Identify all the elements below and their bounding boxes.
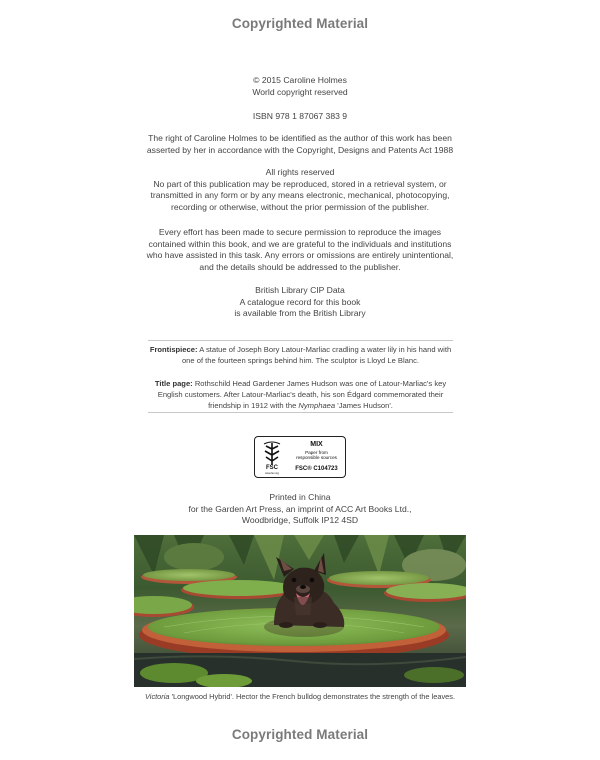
fsc-paper-line: Paper from bbox=[305, 450, 328, 455]
moral-rights-block bbox=[0, 133, 600, 156]
rights-line: transmitted in any form or by any means electronic, mechanical, photocopying, bbox=[150, 190, 450, 201]
permission-line: contained within this book, and we are grateful to the individuals and institutions bbox=[148, 238, 452, 249]
title-page-text: friendship in 1912 with the bbox=[208, 400, 299, 410]
copyrighted-material-banner-top: Copyrighted Material bbox=[231, 16, 369, 31]
frontispiece-label: Frontispiece: bbox=[149, 345, 198, 354]
fsc-paper bbox=[289, 450, 344, 461]
title-page-text: English customers. After Latour-Marliac's death, his son Édgard commemorated their bbox=[157, 389, 444, 399]
frontispiece-text: one of the fourteen springs behind him. The sculptor is Lloyd Le Blanc. bbox=[181, 355, 420, 365]
moral-rights-line: asserted by her in accordance with the Copyright, Designs and Patents Act 1988 bbox=[146, 144, 454, 155]
fsc-certification-logo bbox=[254, 436, 346, 478]
photo-illustration bbox=[134, 535, 466, 687]
cip-line: A catalogue record for this book bbox=[239, 296, 361, 307]
photo-caption bbox=[0, 692, 600, 701]
photo-caption-genus: Victoria bbox=[145, 692, 170, 701]
title-page-text: 'James Hudson'. bbox=[335, 400, 393, 410]
permission-line: who have assisted in this task. Any errors or omissions are entirely unintentional, bbox=[146, 250, 454, 261]
permission-line: Every effort has been made to secure permission to reproduce the images bbox=[158, 227, 442, 237]
fsc-mix: MIX bbox=[310, 441, 323, 448]
rights-line: No part of this publication may be reproduced, stored in a retrieval system, or bbox=[153, 178, 447, 189]
rights-block bbox=[0, 167, 600, 213]
printed-line: for the Garden Art Press, an imprint of ACC Art Books Ltd., bbox=[188, 503, 412, 514]
photo-caption-cultivar: 'Longwood Hybrid' bbox=[169, 692, 232, 701]
permission-block bbox=[0, 227, 600, 273]
isbn-line bbox=[0, 111, 600, 123]
title-page-genus: Nymphaea bbox=[298, 400, 336, 410]
moral-rights-line: The right of Caroline Holmes to be identified as the author of this work has been bbox=[148, 133, 452, 143]
fsc-paper-line: responsible sources bbox=[296, 455, 337, 461]
isbn: ISBN 978 1 87067 383 9 bbox=[252, 111, 348, 121]
water-lily-bulldog-photo bbox=[134, 535, 466, 687]
copyright-block bbox=[0, 75, 600, 98]
cip-line: British Library CIP Data bbox=[255, 285, 345, 295]
photo-caption-text: . Hector the French bulldog demonstrates the strength of the leaves. bbox=[231, 692, 455, 701]
rights-line: All rights reserved bbox=[265, 167, 335, 177]
copyrighted-material-banner-bottom: Copyrighted Material bbox=[231, 727, 369, 742]
permission-line: and the details should be addressed to the publisher. bbox=[199, 261, 401, 272]
frontispiece-text: A statue of Joseph Bory Latour-Marliac cradling a water lily in his hand with bbox=[197, 345, 452, 354]
title-page-text: Rothschild Head Gardener James Hudson was one of Latour-Marliac's key bbox=[192, 379, 447, 388]
frontispiece-caption bbox=[148, 345, 453, 367]
cip-block bbox=[0, 285, 600, 320]
title-page-caption bbox=[148, 379, 453, 411]
fsc-code: FSC® C104723 bbox=[295, 466, 338, 472]
fsc-site: www.fsc.org bbox=[265, 472, 279, 475]
printed-block bbox=[0, 492, 600, 527]
printed-line: Woodbridge, Suffolk IP12 4SD bbox=[241, 515, 359, 526]
cip-line: is available from the British Library bbox=[234, 308, 366, 319]
copyright-line: World copyright reserved bbox=[252, 86, 348, 97]
title-page-label: Title page: bbox=[154, 379, 193, 388]
divider-top bbox=[148, 340, 453, 341]
printed-line: Printed in China bbox=[269, 492, 331, 502]
divider-bottom bbox=[148, 412, 453, 413]
copyright-line: © 2015 Caroline Holmes bbox=[253, 75, 347, 85]
rights-line: recording or otherwise, without the prior permission of the publisher. bbox=[171, 201, 429, 212]
fsc-label: FSC bbox=[266, 465, 278, 471]
